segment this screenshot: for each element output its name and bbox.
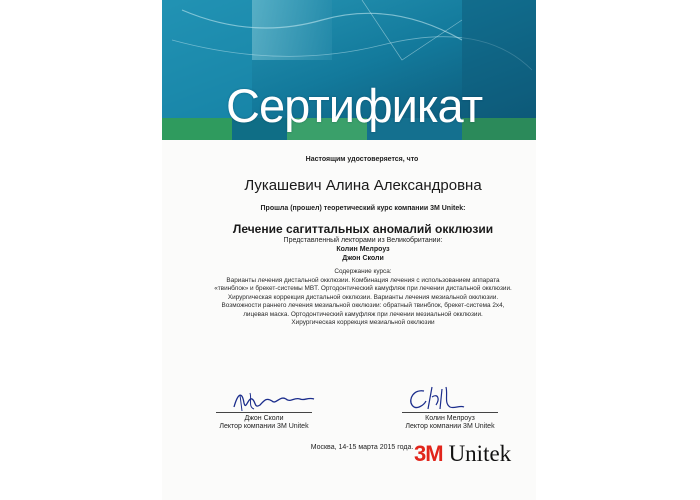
content-line: лицевая маска. Ортодонтический камуфляж при лечении мезиальной окклюзии.	[243, 310, 483, 318]
signer-role: Лектор компании 3M Unitek	[405, 423, 495, 430]
certificate-title: Сертификат	[226, 79, 483, 132]
presented-by: Представленный лекторами из Великобритании:	[283, 237, 443, 244]
3m-unitek-logo	[414, 441, 511, 467]
content-line: «твинблок» и брекет-системы MBT. Ортодонтический камуфляж при лечении дистальной окклюзии.	[214, 285, 512, 292]
place-date: Москва, 14-15 марта 2015 года.	[310, 444, 414, 451]
lecturer-name: Джон Сколи	[342, 255, 384, 262]
signature-right	[402, 383, 472, 413]
content-line: Хирургическая коррекция дистальной окклюзии. Варианты лечения мезиальной окклюзии.	[227, 293, 499, 301]
content-heading: Содержание курса:	[334, 268, 392, 275]
content-line: Хирургическая коррекция мезиальной окклюзии	[291, 319, 435, 326]
completion-text: Прошла (прошел) теоретический курс компании 3M Unitek:	[260, 205, 466, 212]
logo-name: Unitek	[448, 441, 512, 466]
logo-mark: 3M	[414, 441, 443, 466]
content-line: Возможности раннего лечения мезиальной окклюзии: обратный твинблок, брекет-система 2x4,	[221, 302, 505, 309]
lecturer-name: Колин Мелроуз	[336, 246, 390, 253]
certify-text: Настоящим удостоверяется, что	[305, 156, 419, 163]
course-content	[212, 268, 514, 328]
recipient-name: Лукашевич Алина Александровна	[244, 177, 482, 194]
signature-line-left	[216, 412, 312, 413]
signer-name: Джон Сколи	[244, 415, 284, 422]
signature-left	[228, 387, 318, 415]
signer-role: Лектор компании 3M Unitek	[219, 423, 309, 430]
course-title: Лечение сагиттальных аномалий окклюзии	[232, 222, 494, 236]
signer-name: Колин Мелроуз	[425, 415, 475, 422]
signature-line-right	[402, 412, 498, 413]
content-line: Варианты лечения дистальной окклюзии. Комбинация лечения с использованием аппарата	[226, 276, 500, 284]
